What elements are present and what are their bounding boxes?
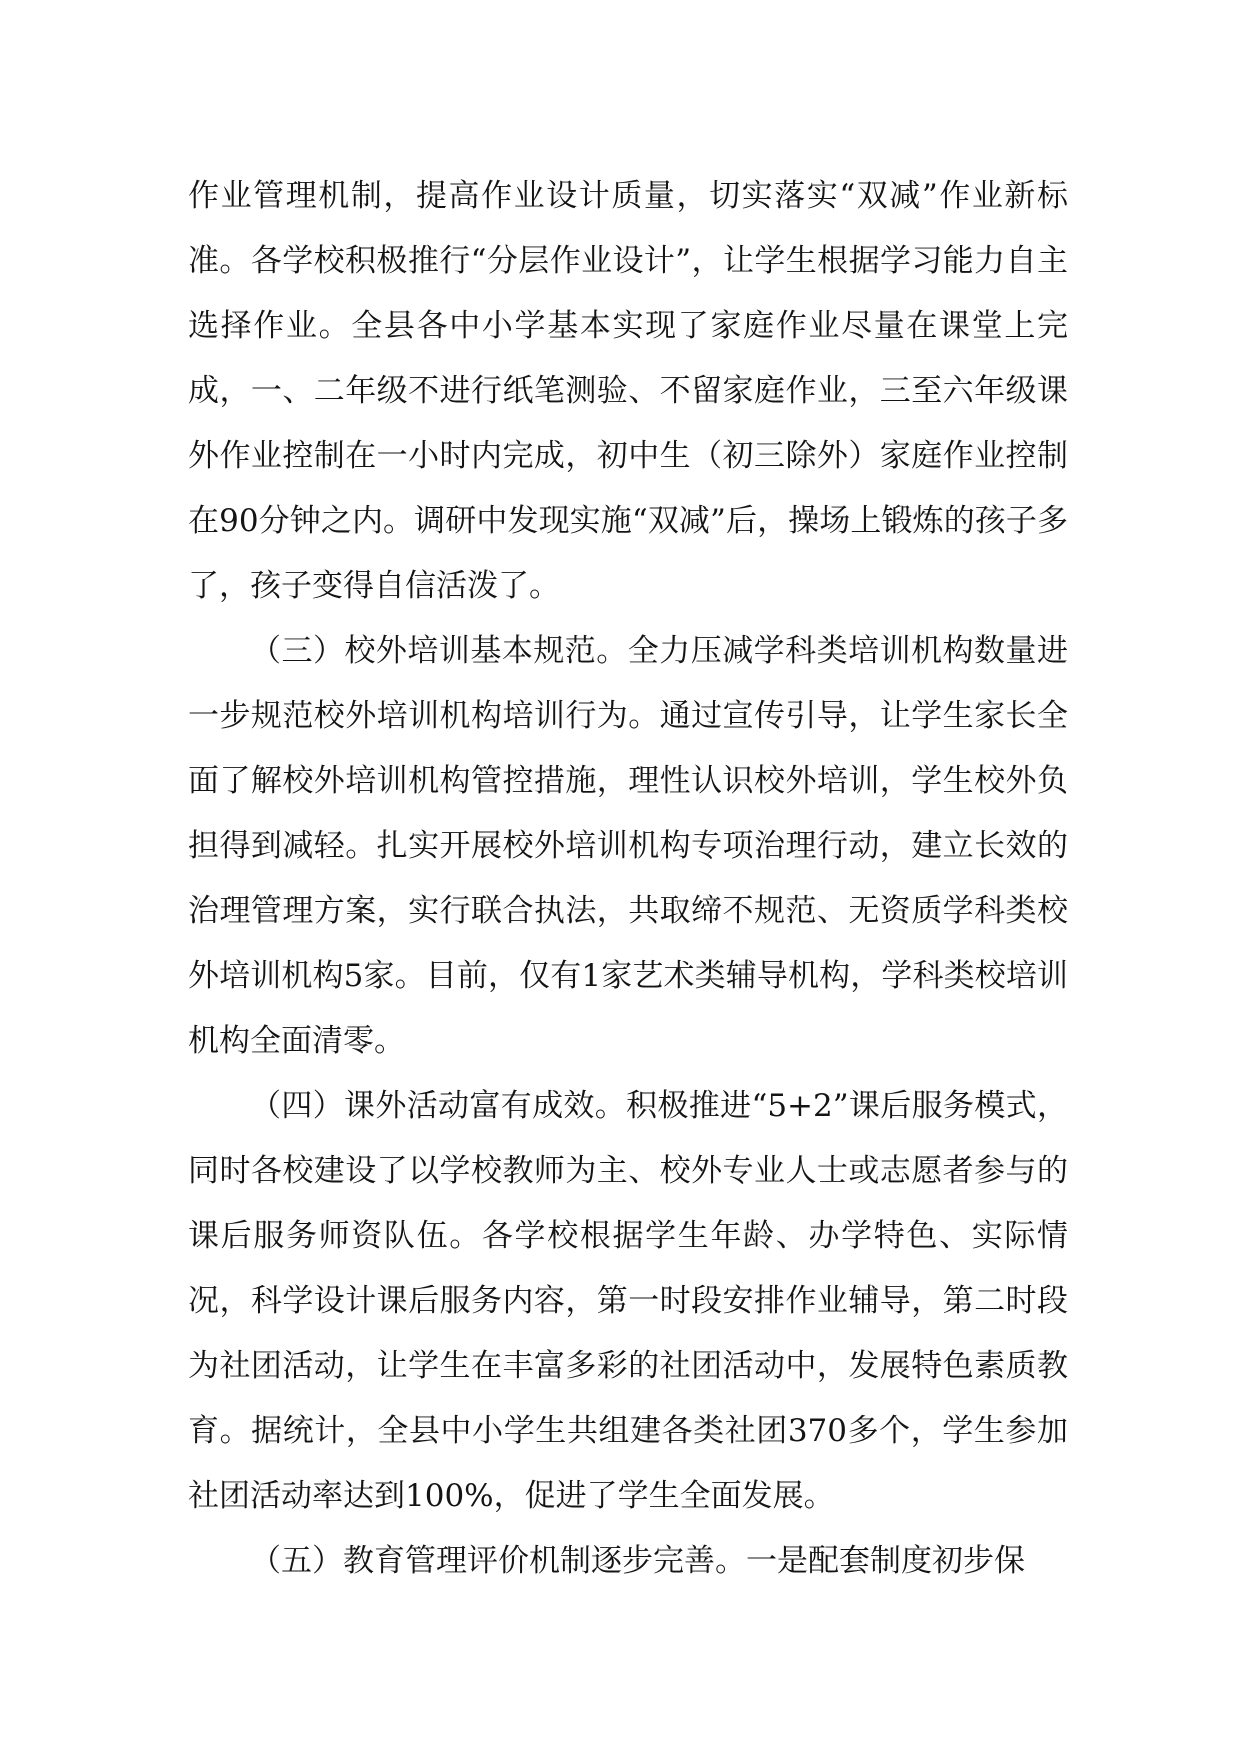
document-body: [188, 164, 1068, 1594]
paragraph-extracurricular-activities: （四）课外活动富有成效。积极推进“5+2”课后服务模式，同时各校建设了以学校教师为主、校外专业人士或志愿者参与的课后服务师资队伍。各学校根据学生年龄、办学特色、实际情况，科学设计课后服务内容，第一时段安排作业辅导，第二时段为社团活动，让学生在丰富多彩的社团活动中，发展特色素质教育。据统计，全县中小学生共组建各类社团370多个，学生参加社团活动率达到100%，促进了学生全面发展。: [188, 1088, 1068, 1514]
paragraph-evaluation-mechanism: （五）教育管理评价机制逐步完善。一是配套制度初步保: [250, 1543, 1025, 1579]
paragraph-homework-management: 作业管理机制，提高作业设计质量，切实落实“双减”作业新标准。各学校积极推行“分层作业设计”，让学生根据学习能力自主选择作业。全县各中小学基本实现了家庭作业尽量在课堂上完成，一、二年级不进行纸笔测验、不留家庭作业，三至六年级课外作业控制在一小时内完成，初中生（初三除外）家庭作业控制在90分钟之内。调研中发现实施“双减”后，操场上锻炼的孩子多了，孩子变得自信活泼了。: [188, 178, 1068, 604]
paragraph-offcampus-training: （三）校外培训基本规范。全力压减学科类培训机构数量进一步规范校外培训机构培训行为。通过宣传引导，让学生家长全面了解校外培训机构管控措施，理性认识校外培训，学生校外负担得到减轻。扎实开展校外培训机构专项治理行动，建立长效的治理管理方案，实行联合执法，共取缔不规范、无资质学科类校外培训机构5家。目前，仅有1家艺术类辅导机构，学科类校培训机构全面清零。: [188, 633, 1068, 1059]
